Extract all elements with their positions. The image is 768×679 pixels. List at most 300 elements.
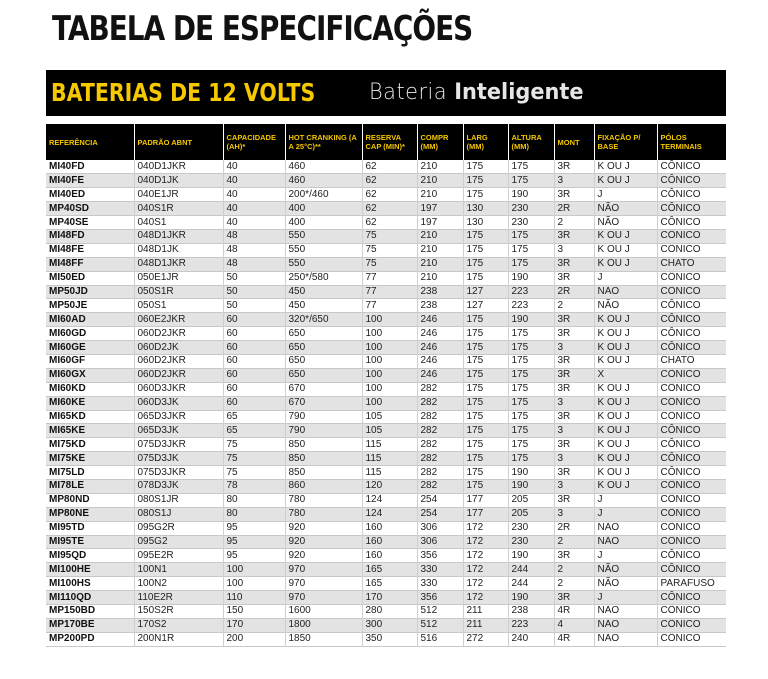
table-cell: 170 (362, 591, 417, 605)
table-cell: CÔNICO (657, 521, 726, 535)
table-cell: 75 (223, 466, 285, 480)
table-cell: 460 (285, 174, 362, 188)
table-cell: 50 (223, 271, 285, 285)
table-row (46, 313, 726, 327)
table-cell: 080S1JR (134, 493, 223, 507)
table-cell: 450 (285, 285, 362, 299)
table-row (46, 229, 726, 243)
table-row (46, 521, 726, 535)
table-cell: CÔNICO (657, 174, 726, 188)
table-cell: 160 (362, 535, 417, 549)
table-cell: 190 (508, 188, 554, 202)
table-cell: 2 (554, 563, 594, 577)
table-cell: 175 (463, 452, 508, 466)
table-cell: 3 (554, 452, 594, 466)
table-cell: 850 (285, 452, 362, 466)
reference-cell: MP150BD (46, 605, 134, 619)
table-cell: 211 (463, 605, 508, 619)
reference-cell: MI95TE (46, 535, 134, 549)
table-cell: 100N1 (134, 563, 223, 577)
table-cell: 246 (417, 341, 463, 355)
table-cell: CÔNICO (657, 299, 726, 313)
table-cell: 920 (285, 521, 362, 535)
table-cell: 175 (508, 327, 554, 341)
table-cell: 175 (463, 257, 508, 271)
table-cell: CÔNICO (657, 452, 726, 466)
table-cell: 040S1 (134, 216, 223, 230)
table-cell: 780 (285, 507, 362, 521)
table-cell: K OU J (594, 410, 657, 424)
table-cell: 238 (508, 605, 554, 619)
table-cell: 175 (463, 368, 508, 382)
table-cell: K OU J (594, 424, 657, 438)
reference-cell: MI75KE (46, 452, 134, 466)
table-cell: 62 (362, 216, 417, 230)
table-cell: CÔNICO (657, 243, 726, 257)
table-cell: 60 (223, 327, 285, 341)
table-cell: 100 (362, 382, 417, 396)
table-cell: CÔNICO (657, 382, 726, 396)
table-cell: 172 (463, 591, 508, 605)
table-cell: CÔNICO (657, 396, 726, 410)
table-row (46, 299, 726, 313)
table-cell: 2R (554, 521, 594, 535)
table-cell: CÔNICO (657, 618, 726, 632)
table-cell: CÔNICO (657, 632, 726, 646)
table-cell: 512 (417, 618, 463, 632)
table-cell: 095E2R (134, 549, 223, 563)
table-cell: 95 (223, 521, 285, 535)
table-row (46, 479, 726, 493)
table-cell: 040D1JK (134, 174, 223, 188)
table-cell: 223 (508, 285, 554, 299)
table-cell: CÔNICO (657, 216, 726, 230)
table-cell: 060D2JKR (134, 327, 223, 341)
table-cell: 75 (362, 229, 417, 243)
table-cell: 60 (223, 396, 285, 410)
table-cell: 175 (508, 396, 554, 410)
reference-cell: MI78LE (46, 479, 134, 493)
table-row (46, 632, 726, 646)
table-cell: 175 (463, 410, 508, 424)
table-cell: 3 (554, 424, 594, 438)
reference-cell: MI50ED (46, 271, 134, 285)
table-cell: 4 (554, 618, 594, 632)
column-header: HOT CRANKING (A A 25°C)** (285, 124, 362, 160)
table-cell: 100 (362, 368, 417, 382)
table-cell: 190 (508, 549, 554, 563)
table-cell: 850 (285, 438, 362, 452)
table-cell: 790 (285, 424, 362, 438)
table-cell: 175 (463, 354, 508, 368)
table-cell: 3R (554, 410, 594, 424)
table-cell: 230 (508, 202, 554, 216)
table-cell: 80 (223, 507, 285, 521)
table-cell: 356 (417, 549, 463, 563)
table-cell: 3R (554, 271, 594, 285)
table-cell: CHATO (657, 354, 726, 368)
table-cell: 175 (463, 327, 508, 341)
table-cell: 970 (285, 577, 362, 591)
table-cell: 175 (508, 354, 554, 368)
table-row (46, 591, 726, 605)
column-header: PADRÃO ABNT (134, 124, 223, 160)
table-cell: 050S1 (134, 299, 223, 313)
table-cell: 210 (417, 160, 463, 174)
reference-cell: MP50JE (46, 299, 134, 313)
table-cell: J (594, 188, 657, 202)
table-cell: 205 (508, 493, 554, 507)
table-row (46, 243, 726, 257)
table-cell: CÔNICO (657, 507, 726, 521)
table-cell: 48 (223, 257, 285, 271)
table-cell: 177 (463, 507, 508, 521)
table-header-row (46, 124, 726, 160)
table-cell: 95 (223, 535, 285, 549)
table-cell: 200 (223, 632, 285, 646)
table-cell: 3 (554, 479, 594, 493)
table-cell: 115 (362, 466, 417, 480)
table-cell: 210 (417, 188, 463, 202)
reference-cell: MI95QD (46, 549, 134, 563)
table-cell: 62 (362, 174, 417, 188)
table-cell: 065D3JK (134, 424, 223, 438)
table-cell: 210 (417, 243, 463, 257)
table-cell: 175 (463, 160, 508, 174)
reference-cell: MI40ED (46, 188, 134, 202)
table-cell: 172 (463, 549, 508, 563)
table-row (46, 396, 726, 410)
table-cell: 100 (223, 563, 285, 577)
table-cell: 100N2 (134, 577, 223, 591)
table-cell: NÃO (594, 521, 657, 535)
table-cell: 130 (463, 216, 508, 230)
table-cell: 175 (508, 368, 554, 382)
table-cell: 65 (223, 424, 285, 438)
table-cell: PARAFUSO (657, 577, 726, 591)
table-cell: 175 (463, 229, 508, 243)
table-cell: 75 (362, 243, 417, 257)
table-cell: 356 (417, 591, 463, 605)
table-cell: 75 (223, 438, 285, 452)
table-cell: 3R (554, 591, 594, 605)
column-header: FIXAÇÃO P/ BASE (594, 124, 657, 160)
table-cell: 244 (508, 563, 554, 577)
table-cell: 95 (223, 549, 285, 563)
table-cell: K OU J (594, 438, 657, 452)
column-header: LARG (MM) (463, 124, 508, 160)
table-cell: CÔNICO (657, 479, 726, 493)
table-cell: 77 (362, 299, 417, 313)
table-cell: CHATO (657, 257, 726, 271)
table-cell: K OU J (594, 341, 657, 355)
table-cell: 130 (463, 202, 508, 216)
table-cell: 3 (554, 507, 594, 521)
table-cell: 3R (554, 257, 594, 271)
table-cell: 175 (508, 424, 554, 438)
table-cell: 1850 (285, 632, 362, 646)
table-cell: K OU J (594, 452, 657, 466)
table-cell: 197 (417, 216, 463, 230)
table-cell: 238 (417, 285, 463, 299)
table-cell: 160 (362, 549, 417, 563)
table-row (46, 618, 726, 632)
table-cell: 860 (285, 479, 362, 493)
table-cell: 200N1R (134, 632, 223, 646)
table-cell: 246 (417, 368, 463, 382)
table-cell: 62 (362, 188, 417, 202)
table-cell: 095G2R (134, 521, 223, 535)
table-cell: 60 (223, 341, 285, 355)
table-cell: 920 (285, 549, 362, 563)
table-cell: 060E2JKR (134, 313, 223, 327)
table-cell: K OU J (594, 243, 657, 257)
table-cell: J (594, 549, 657, 563)
banner-heading: BATERIAS DE 12 VOLTS (51, 78, 316, 107)
table-cell: J (594, 493, 657, 507)
table-cell: 165 (362, 577, 417, 591)
table-cell: 240 (508, 632, 554, 646)
table-cell: K OU J (594, 382, 657, 396)
table-cell: 254 (417, 493, 463, 507)
table-cell: 230 (508, 216, 554, 230)
table-row (46, 382, 726, 396)
table-cell: 4R (554, 605, 594, 619)
table-cell: 175 (508, 410, 554, 424)
table-cell: 3R (554, 466, 594, 480)
table-cell: 175 (463, 341, 508, 355)
table-row (46, 577, 726, 591)
table-cell: 175 (508, 341, 554, 355)
table-cell: 3R (554, 549, 594, 563)
table-cell: 127 (463, 285, 508, 299)
table-cell: 3R (554, 188, 594, 202)
table-cell: 4R (554, 632, 594, 646)
table-cell: 100 (362, 341, 417, 355)
table-cell: CÔNICO (657, 493, 726, 507)
table-row (46, 160, 726, 174)
table-row (46, 410, 726, 424)
table-cell: 246 (417, 354, 463, 368)
table-row (46, 535, 726, 549)
table-cell: 060D3JKR (134, 382, 223, 396)
table-cell: CÔNICO (657, 466, 726, 480)
table-row (46, 327, 726, 341)
table-cell: 160 (362, 521, 417, 535)
table-cell: 3R (554, 354, 594, 368)
table-cell: 40 (223, 216, 285, 230)
table-cell: 190 (508, 313, 554, 327)
column-header: COMPR (MM) (417, 124, 463, 160)
table-cell: 048D1JK (134, 243, 223, 257)
table-cell: NÃO (594, 632, 657, 646)
reference-cell: MP80ND (46, 493, 134, 507)
reference-cell: MI60KD (46, 382, 134, 396)
table-cell: 670 (285, 396, 362, 410)
table-cell: CÔNICO (657, 271, 726, 285)
table-cell: 075D3JK (134, 452, 223, 466)
table-cell: 075D3JKR (134, 466, 223, 480)
table-cell: 172 (463, 535, 508, 549)
table-cell: 040S1R (134, 202, 223, 216)
table-cell: J (594, 591, 657, 605)
reference-cell: MI65KD (46, 410, 134, 424)
table-cell: 210 (417, 174, 463, 188)
table-cell: 050E1JR (134, 271, 223, 285)
table-cell: 080S1J (134, 507, 223, 521)
table-cell: 075D3JKR (134, 438, 223, 452)
reference-cell: MI65KE (46, 424, 134, 438)
table-cell: CÔNICO (657, 438, 726, 452)
table-cell: NÃO (594, 285, 657, 299)
reference-cell: MI60GE (46, 341, 134, 355)
table-cell: NÃO (594, 605, 657, 619)
table-cell: 282 (417, 396, 463, 410)
table-cell: 246 (417, 313, 463, 327)
table-cell: 175 (508, 257, 554, 271)
table-cell: 175 (463, 188, 508, 202)
table-cell: 100 (362, 354, 417, 368)
table-cell: 780 (285, 493, 362, 507)
reference-cell: MP200PD (46, 632, 134, 646)
table-cell: 060D2JKR (134, 368, 223, 382)
table-cell: 306 (417, 521, 463, 535)
table-cell: 50 (223, 299, 285, 313)
table-cell: K OU J (594, 160, 657, 174)
table-cell: K OU J (594, 327, 657, 341)
table-cell: 210 (417, 257, 463, 271)
table-cell: X (594, 368, 657, 382)
table-cell: 48 (223, 243, 285, 257)
table-cell: CÔNICO (657, 605, 726, 619)
table-cell: CÔNICO (657, 563, 726, 577)
section-banner (46, 70, 726, 116)
table-cell: CÔNICO (657, 202, 726, 216)
table-cell: 306 (417, 535, 463, 549)
table-cell: 80 (223, 493, 285, 507)
table-cell: CÔNICO (657, 424, 726, 438)
column-header: MONT (554, 124, 594, 160)
table-cell: 300 (362, 618, 417, 632)
table-row (46, 285, 726, 299)
table-cell: CÔNICO (657, 368, 726, 382)
table-cell: 150S2R (134, 605, 223, 619)
table-cell: K OU J (594, 354, 657, 368)
table-cell: 175 (463, 466, 508, 480)
column-header: RESERVA CAP (MIN)* (362, 124, 417, 160)
table-cell: 175 (508, 243, 554, 257)
table-cell: 330 (417, 563, 463, 577)
table-cell: 78 (223, 479, 285, 493)
table-cell: 272 (463, 632, 508, 646)
reference-cell: MI60GF (46, 354, 134, 368)
table-cell: 115 (362, 438, 417, 452)
table-cell: 040D1JKR (134, 160, 223, 174)
table-cell: 282 (417, 479, 463, 493)
table-cell: CÔNICO (657, 229, 726, 243)
table-cell: NÃO (594, 618, 657, 632)
table-cell: NÃO (594, 299, 657, 313)
reference-cell: MI100HE (46, 563, 134, 577)
reference-cell: MI60KE (46, 396, 134, 410)
table-cell: 211 (463, 618, 508, 632)
table-cell: 254 (417, 507, 463, 521)
page-title: TABELA DE ESPECIFICAÇÕES (52, 9, 473, 49)
table-row (46, 549, 726, 563)
table-cell: 40 (223, 188, 285, 202)
reference-cell: MI75LD (46, 466, 134, 480)
table-cell: 078D3JK (134, 479, 223, 493)
table-cell: 223 (508, 618, 554, 632)
table-cell: 400 (285, 202, 362, 216)
table-cell: 175 (463, 396, 508, 410)
table-cell: K OU J (594, 174, 657, 188)
table-cell: 3R (554, 327, 594, 341)
table-cell: 100 (223, 577, 285, 591)
table-row (46, 452, 726, 466)
table-cell: 110E2R (134, 591, 223, 605)
table-cell: 650 (285, 341, 362, 355)
table-cell: 3R (554, 382, 594, 396)
table-cell: 62 (362, 160, 417, 174)
table-cell: 175 (508, 382, 554, 396)
table-cell: 516 (417, 632, 463, 646)
table-cell: 172 (463, 521, 508, 535)
table-cell: 2 (554, 299, 594, 313)
table-cell: 170S2 (134, 618, 223, 632)
table-cell: 175 (508, 452, 554, 466)
table-cell: 100 (362, 313, 417, 327)
table-cell: 175 (508, 229, 554, 243)
brand-logo-light: Bateria (369, 80, 455, 105)
reference-cell: MP170BE (46, 618, 134, 632)
table-cell: 230 (508, 521, 554, 535)
table-cell: 282 (417, 438, 463, 452)
table-cell: 165 (362, 563, 417, 577)
reference-cell: MI60AD (46, 313, 134, 327)
table-cell: 512 (417, 605, 463, 619)
table-cell: 172 (463, 577, 508, 591)
table-cell: 2 (554, 577, 594, 591)
table-cell: 170 (223, 618, 285, 632)
table-cell: 3R (554, 438, 594, 452)
table-cell: 048D1JKR (134, 257, 223, 271)
table-cell: 3R (554, 229, 594, 243)
table-cell: 330 (417, 577, 463, 591)
table-cell: 60 (223, 354, 285, 368)
table-cell: 050S1R (134, 285, 223, 299)
table-cell: 1800 (285, 618, 362, 632)
table-row (46, 368, 726, 382)
table-cell: 040E1JR (134, 188, 223, 202)
table-row (46, 174, 726, 188)
table-cell: 77 (362, 271, 417, 285)
table-cell: 060D3JK (134, 396, 223, 410)
table-cell: 060D2JK (134, 341, 223, 355)
table-cell: 060D2JKR (134, 354, 223, 368)
reference-cell: MP40SE (46, 216, 134, 230)
table-cell: 200*/460 (285, 188, 362, 202)
table-cell: 60 (223, 382, 285, 396)
table-cell: 120 (362, 479, 417, 493)
table-cell: K OU J (594, 396, 657, 410)
table-cell: 65 (223, 410, 285, 424)
table-cell: 3R (554, 313, 594, 327)
brand-logo (369, 80, 584, 105)
table-cell: 124 (362, 507, 417, 521)
table-cell: 095G2 (134, 535, 223, 549)
table-cell: 40 (223, 202, 285, 216)
